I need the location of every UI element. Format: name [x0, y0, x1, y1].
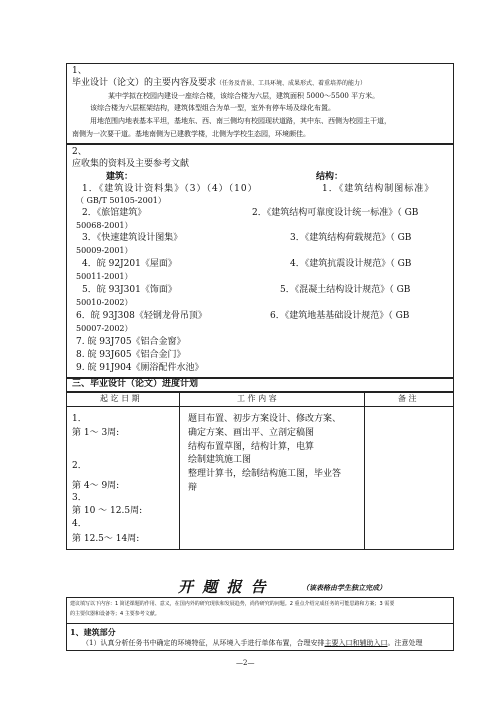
schedule-table-header-divider: [66, 406, 454, 407]
schedule-date-1: 第 1～ 3周:: [72, 428, 120, 438]
section-1-heading-note: （任务及背景、工具环境、成果形式、着重培养的能力）: [216, 80, 367, 87]
ref-struct-4-code: 50011-2001）: [76, 272, 133, 281]
ref-struct-6: 6．《建筑地基基础设计规范》（ GB: [270, 311, 410, 321]
schedule-date-3: 第 10 ～ 12.5周:: [72, 506, 143, 516]
schedule-work-1a: 题目布置、初步方案设计、修改方案、: [188, 414, 342, 424]
schedule-date-2-num: 2．: [72, 461, 87, 471]
schedule-work-2: 结构布置草图，结构计算，电算: [188, 442, 315, 452]
section-2-heading: 应收集的资料及主要参考文献: [72, 159, 190, 169]
section-1-number: 1、: [72, 66, 87, 76]
ref-arch-4: 4．皖 92J201《屋面》: [82, 259, 177, 269]
report-hint-divider: [66, 623, 454, 624]
references-architecture-label: 建筑：: [106, 172, 134, 182]
section-3-heading: 三、毕业设计（论文）进度计划: [72, 379, 199, 389]
page-number: —2—: [236, 659, 255, 667]
ref-struct-3: 3．《建筑结构荷载规范》（ GB: [290, 233, 412, 243]
report-line-1-b: 。注意处理: [387, 639, 423, 647]
schedule-date-1-num: 1．: [72, 414, 87, 424]
ref-struct-6-code: 50007-2002）: [76, 324, 133, 333]
section-1-heading: [72, 79, 366, 88]
ref-struct-2: 2．《建筑结构可靠度设计统一标准》（ GB: [252, 208, 419, 218]
schedule-work-3: 绘制建筑施工图: [188, 455, 252, 465]
ref-struct-3-code: 50009-2001）: [76, 246, 133, 255]
schedule-header-work: 工 作 内 容: [237, 394, 277, 403]
ref-struct-4: 4．《建筑抗震设计规范》（ GB: [290, 259, 412, 269]
report-title: 开 题 报 告: [178, 578, 268, 596]
schedule-date-3-num: 3．: [72, 493, 87, 503]
report-line-1-underlined: 主要入口和辅助入口: [324, 639, 388, 647]
schedule-header-date: 起 讫 日 期: [100, 394, 140, 403]
ref-arch-7: 7. 皖 93J705《铝合金窗》: [76, 337, 186, 347]
ref-arch-8: 8. 皖 93J605《铝合金门》: [76, 350, 186, 360]
ref-struct-2-code: 50068-2001）: [76, 221, 133, 230]
ref-arch-6: 6．皖 93J308《轻钢龙骨吊顶》: [76, 311, 207, 321]
schedule-col-divider-2: [364, 392, 365, 550]
ref-arch-3: 3．《快速建筑设计图集》: [82, 233, 183, 243]
report-line-1: [82, 640, 422, 647]
ref-struct-1-code: （ GB/T 50105-2001）: [76, 196, 166, 205]
report-hint-line-1: 建议填写以下内容：1 简述课题的作用、意义，在国内外的研究现状和发展趋势，尚待研究的问题。2 重点介绍完成任务的可能思路和方案；3 需要: [70, 601, 395, 607]
report-subtitle: （该表格由学生独立完成）: [302, 583, 386, 592]
ref-arch-5: 5．皖 93J301《饰面》: [82, 285, 177, 295]
report-part-1-heading: 1、建筑部分: [70, 627, 116, 637]
schedule-work-4b: 辩: [188, 483, 198, 493]
section-1-heading-text: 毕业设计（论文）的主要内容及要求: [72, 78, 217, 88]
section-1-paragraph-2: 该综合楼为六层框架结构，建筑体型组合为单一型，室外有停车场及绿化布置。: [90, 104, 335, 112]
schedule-date-4-num: 4．: [72, 519, 87, 529]
schedule-work-4a: 整理计算书，绘制结构施工图，毕业答: [188, 469, 342, 479]
report-line-1-a: （1）认真分析任务书中确定的环境特征，从环境入手进行单体布置，合理安排: [82, 639, 325, 647]
schedule-work-1b: 确定方案、画出平、立剖定稿图: [188, 428, 315, 438]
ref-arch-1: 1．《建筑设计资料集》（3）（4）（10）: [82, 184, 258, 194]
ref-arch-2: 2．《旅馆建筑》: [82, 208, 147, 218]
schedule-date-4: 第 12.5～ 14周:: [72, 534, 140, 544]
section-1-paragraph-3: 用地范围内地表基本平坦，基地东、西、南三侧均有校园现状道路，其中东、西侧为校园主干道，: [90, 117, 391, 125]
section-1-paragraph-1: 某中学拟在校园内建设一座综合楼，该综合楼为六层，建筑面积 5000～5500 平方米。: [108, 92, 380, 100]
section-2-number: 2、: [72, 147, 87, 157]
ref-struct-5-code: 50010-2002）: [76, 298, 133, 307]
report-hint-line-2: 的主要仪器和设备等；4 主要参考文献。: [70, 611, 160, 617]
references-structure-label: 结构：: [316, 172, 344, 182]
ref-struct-1: 1．《建筑结构制图标准》: [322, 184, 435, 194]
schedule-header-notes: 备 注: [398, 394, 417, 403]
section-1-paragraph-4: 南侧为一次要干道。基地南侧为已建教学楼，北侧为学校生态园，环境颇佳。: [72, 130, 310, 138]
ref-arch-9: 9. 皖 91J904《厕浴配件水池》: [76, 363, 204, 373]
schedule-date-2: 第 4～ 9周:: [72, 481, 120, 491]
schedule-col-divider-1: [179, 392, 180, 550]
ref-struct-5: 5．《混凝土结构设计规范》（ GB: [280, 285, 411, 295]
